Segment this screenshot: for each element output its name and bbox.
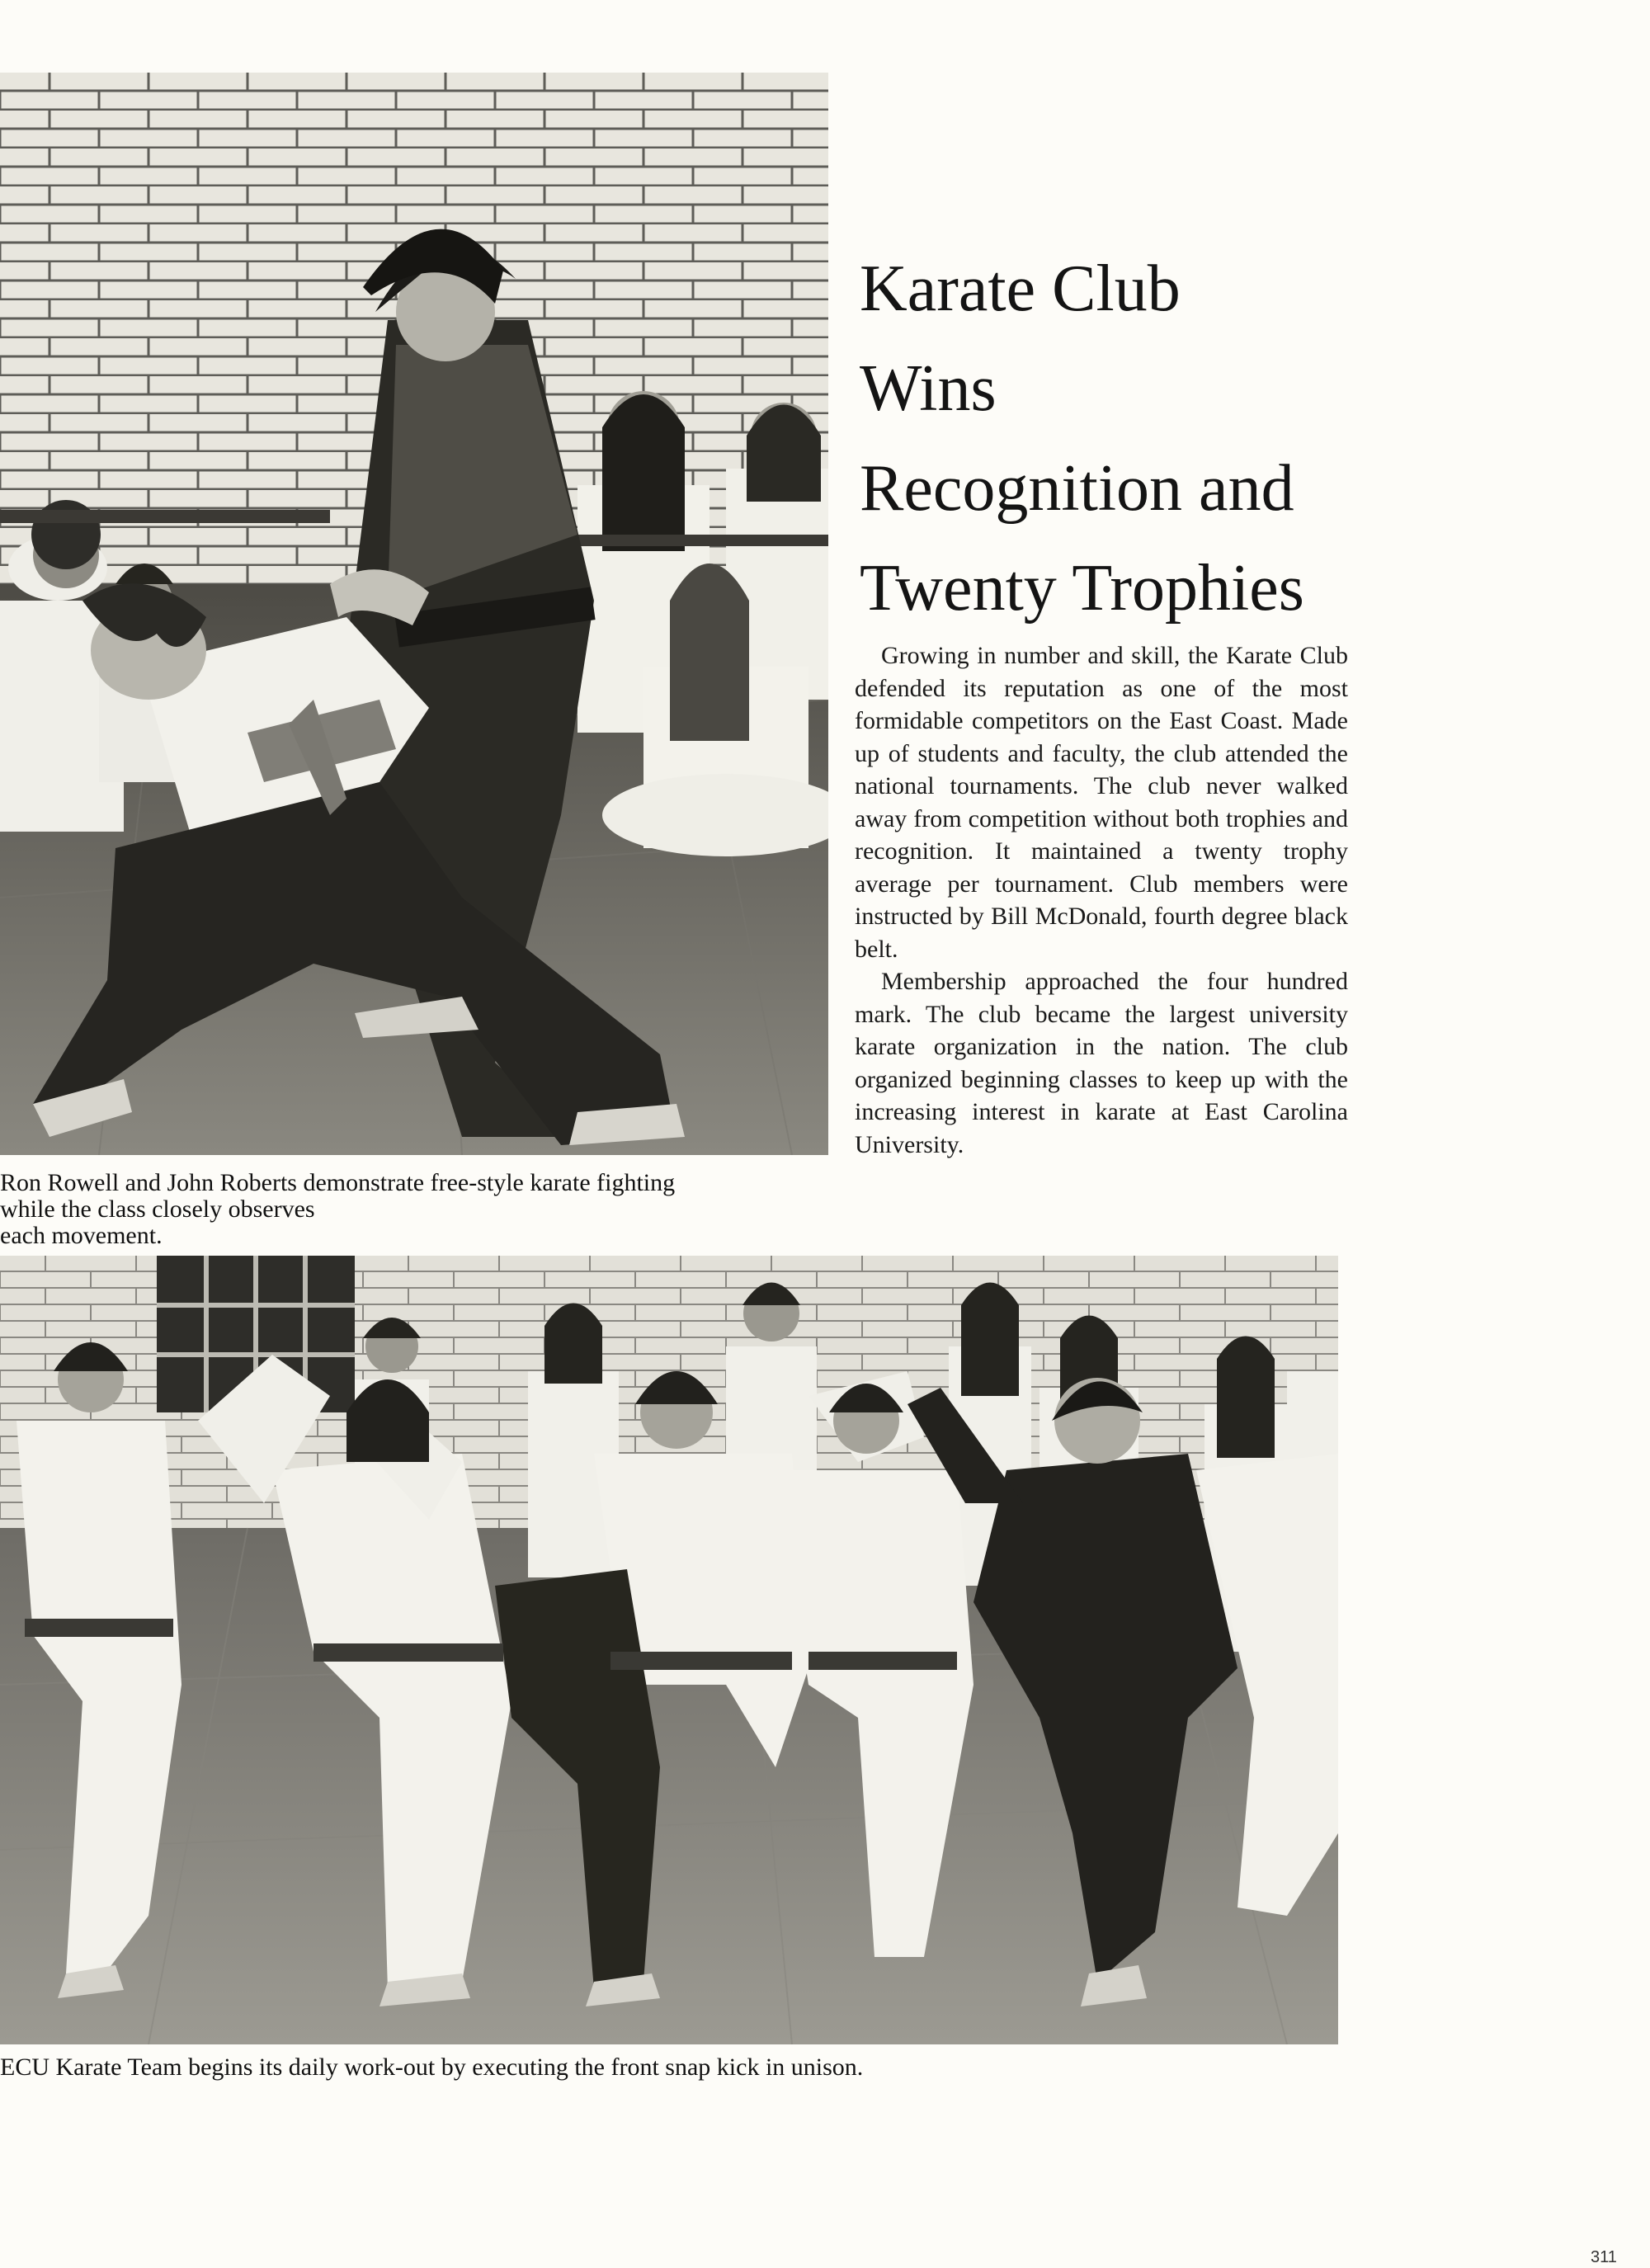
- caption-top-line-2: while the class closely observes: [0, 1195, 315, 1223]
- photo-karate-demonstration: [0, 73, 828, 1155]
- caption-top-line-3: each movement.: [0, 1222, 163, 1249]
- headline-line-3: Recognition and: [860, 452, 1294, 525]
- caption-top-line-1: Ron Rowell and John Roberts demonstrate free-style karate fighting: [0, 1169, 676, 1196]
- headline-line-2: Wins: [860, 352, 997, 425]
- caption-karate-demonstration: [0, 1170, 825, 1249]
- article-paragraph-2: Membership approached the four hundred mark. The club became the largest university karate organization in the nation. The club organized beginning classes to keep up with the increasing interest in karate at East Carolina University.: [855, 968, 1348, 1158]
- article-body: [855, 639, 1348, 1161]
- headline-line-4: Twenty Trophies: [860, 552, 1304, 625]
- article-paragraph-1: Growing in number and skill, the Karate Club defended its reputation as one of the most formidable competitors on the East Coast. Made up of students and faculty, the club attended the national tournaments. The club never walked away from competition without both trophies and recognition. It maintained a twenty trophy average per tournament. Club members were instructed by Bill McDonald, fourth degree black belt.: [855, 642, 1348, 963]
- photo-karate-team-workout: [0, 1256, 1338, 2044]
- article-headline: [860, 239, 1355, 639]
- karate-demonstration-image: [0, 73, 828, 1155]
- karate-team-workout-image: [0, 1256, 1338, 2044]
- headline-line-1: Karate Club: [860, 252, 1181, 325]
- caption-karate-team-workout: ECU Karate Team begins its daily work-out by executing the front snap kick in unison.: [0, 2053, 864, 2081]
- page-number: 311: [1591, 2248, 1617, 2266]
